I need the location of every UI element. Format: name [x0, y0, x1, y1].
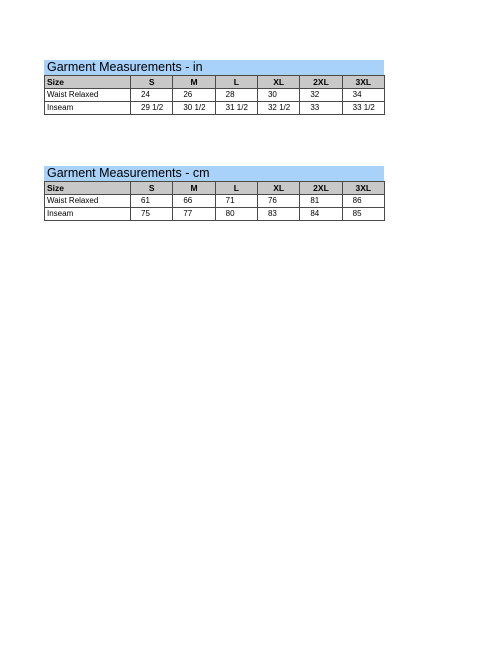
table-cell: 86 [342, 195, 384, 208]
table-cell: 30 1/2 [173, 102, 215, 115]
table-cell: 30 [257, 89, 299, 102]
table-cell: 28 [215, 89, 257, 102]
header-cell-m: M [173, 76, 215, 89]
measurements-cm-block [44, 166, 384, 221]
table-cell: 75 [131, 208, 173, 221]
row-label: Waist Relaxed [45, 89, 131, 102]
header-cell-3xl: 3XL [342, 182, 384, 195]
table-cell: 24 [131, 89, 173, 102]
table-cell: 29 1/2 [131, 102, 173, 115]
header-cell-m: M [173, 182, 215, 195]
table-cell: 81 [300, 195, 342, 208]
header-cell-xl: XL [257, 76, 299, 89]
measurements-inches-block [44, 60, 384, 115]
table-cell: 71 [215, 195, 257, 208]
table-cell: 76 [257, 195, 299, 208]
table-cell: 85 [342, 208, 384, 221]
header-cell-s: S [131, 76, 173, 89]
table-cell: 26 [173, 89, 215, 102]
table-title-cm: Garment Measurements - cm [44, 166, 384, 181]
header-cell-l: L [215, 182, 257, 195]
header-cell-3xl: 3XL [342, 76, 384, 89]
table-cell: 34 [342, 89, 384, 102]
header-cell-xl: XL [257, 182, 299, 195]
row-label: Waist Relaxed [45, 195, 131, 208]
table-cell: 32 [300, 89, 342, 102]
table-cell: 33 [300, 102, 342, 115]
measurements-table-cm [44, 181, 385, 221]
table-cell: 80 [215, 208, 257, 221]
table-cell: 83 [257, 208, 299, 221]
table-row-inseam [45, 102, 385, 115]
header-cell-size: Size [45, 182, 131, 195]
header-row [45, 182, 385, 195]
table-cell: 61 [131, 195, 173, 208]
header-cell-l: L [215, 76, 257, 89]
table-row-waist-relaxed [45, 89, 385, 102]
header-cell-size: Size [45, 76, 131, 89]
table-row-waist-relaxed [45, 195, 385, 208]
row-label: Inseam [45, 102, 131, 115]
table-cell: 31 1/2 [215, 102, 257, 115]
header-cell-2xl: 2XL [300, 76, 342, 89]
table-cell: 32 1/2 [257, 102, 299, 115]
header-row [45, 76, 385, 89]
table-cell: 33 1/2 [342, 102, 384, 115]
table-cell: 66 [173, 195, 215, 208]
table-row-inseam [45, 208, 385, 221]
table-cell: 84 [300, 208, 342, 221]
header-cell-s: S [131, 182, 173, 195]
measurements-table-inches [44, 75, 385, 115]
table-cell: 77 [173, 208, 215, 221]
header-cell-2xl: 2XL [300, 182, 342, 195]
table-title-inches: Garment Measurements - in [44, 60, 384, 75]
row-label: Inseam [45, 208, 131, 221]
